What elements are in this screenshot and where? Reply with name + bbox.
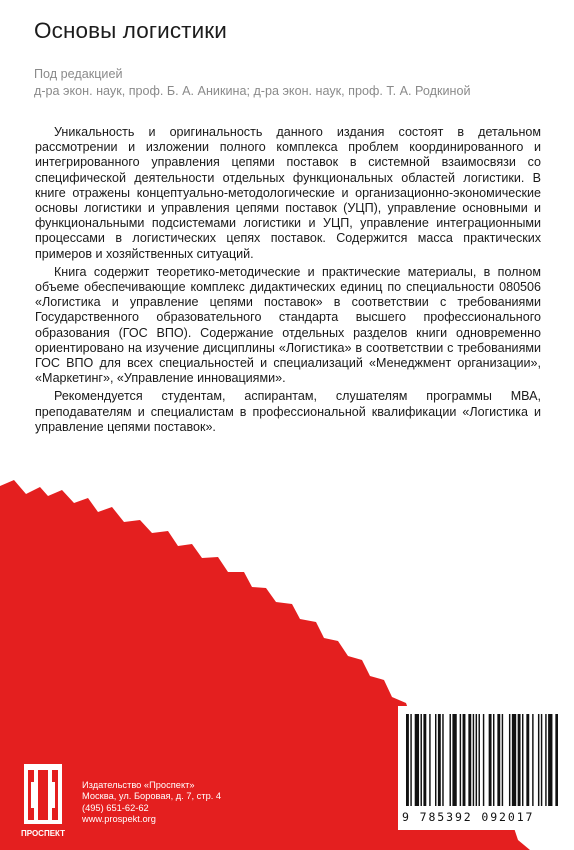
barcode-digits: 9 785392 092017: [402, 810, 535, 824]
barcode-bar: [479, 714, 480, 806]
barcode-bar: [489, 714, 492, 806]
annotation-paragraph-1: Уникальность и оригинальность данного издания состоят в детальном рассмотрении и изложении полного комплекса проблем координированного и интегрированного управления цепями поставок в системной взаимосвязи со специфической деятельности отдельных функциональных областей логистики. В книге отражены концептуально-методологические и организационно-экономические основы логистики и управления цепями поставок (УЦП), управление основными и функциональными подсистемами логистики и УЦП, управление интеграционными процессами в логистических цепях поставок. Содержится масса практических примеров и хозяйственных ситуаций.: [35, 125, 541, 261]
barcode-bar: [442, 714, 443, 806]
barcode-bar: [538, 714, 539, 806]
barcode-bar: [493, 714, 494, 806]
barcode-bar: [429, 714, 430, 806]
barcode-bar: [473, 714, 474, 806]
barcode-bar: [435, 714, 436, 806]
barcode-bar: [423, 714, 426, 806]
barcode-bar: [545, 714, 546, 806]
book-title: Основы логистики: [34, 18, 227, 43]
barcode-bar: [555, 714, 558, 806]
publisher-info: [82, 780, 221, 825]
barcode-bar: [518, 714, 521, 806]
annotation-paragraph-2: Книга содержит теоретико-методические и практические материалы, в полном объеме обеспечивающие комплекс дидактических единиц по специальности 080506 «Логистика и управление цепями поставок» в соответствии с требованиями Государственного образовательного стандарта высшего профессионального образования (ГОС ВПО). Содержание отдельных разделов книги одновременно ориентировано на изучение дисциплины «Логистика» в соответствии с требованиями ГОС ВПО для всех специальностей и специализаций «Менеджмент организации», «Маркетинг», «Управление инновациями».: [35, 264, 541, 386]
editors-block: [34, 66, 554, 100]
annotation-paragraph-3: Рекомендуется студентам, аспирантам, слушателям программы МВА, преподавателям и специалистам в профессиональной квалификации «Логистика и управление цепями поставок».: [35, 389, 541, 434]
publisher-phone: (495) 651-62-62: [82, 802, 149, 813]
barcode-bar: [497, 714, 500, 806]
publisher-website[interactable]: www.prospekt.org: [82, 813, 156, 824]
prospekt-logo-icon: [14, 762, 72, 840]
publisher-address: Москва, ул. Боровая, д. 7, стр. 4: [82, 791, 222, 802]
barcode-bar: [502, 714, 503, 806]
barcode-bar: [532, 714, 533, 806]
publisher-name: Издательство «Проспект»: [82, 780, 195, 790]
barcode-bar: [463, 714, 466, 806]
barcode-bar: [476, 714, 477, 806]
barcode-bar: [522, 714, 523, 806]
barcode-bar: [438, 714, 441, 806]
barcode-bar: [415, 714, 419, 806]
editors-names: д-ра экон. наук, проф. Б. А. Аникина; д-ра экон. наук, проф. Т. А. Родкиной: [34, 84, 471, 98]
barcode-bar: [460, 714, 461, 806]
barcode-bar: [421, 714, 422, 806]
isbn-barcode: [398, 706, 566, 830]
barcode-bar: [541, 714, 542, 806]
barcode-bars: [406, 714, 558, 810]
publisher-block: [0, 756, 260, 846]
barcode-bar: [406, 714, 409, 806]
editors-label: Под редакцией: [34, 67, 123, 81]
barcode-bar: [526, 714, 529, 806]
barcode-bar: [450, 714, 451, 806]
barcode-bar: [468, 714, 471, 806]
barcode-bar: [548, 714, 552, 806]
barcode-bar: [483, 714, 484, 806]
logo-text: ПРОСПЕКТ: [20, 829, 66, 838]
barcode-bar: [452, 714, 456, 806]
barcode-bar: [410, 714, 411, 806]
annotation-text: [35, 125, 541, 438]
barcode-bar: [512, 714, 516, 806]
barcode-bar: [509, 714, 510, 806]
